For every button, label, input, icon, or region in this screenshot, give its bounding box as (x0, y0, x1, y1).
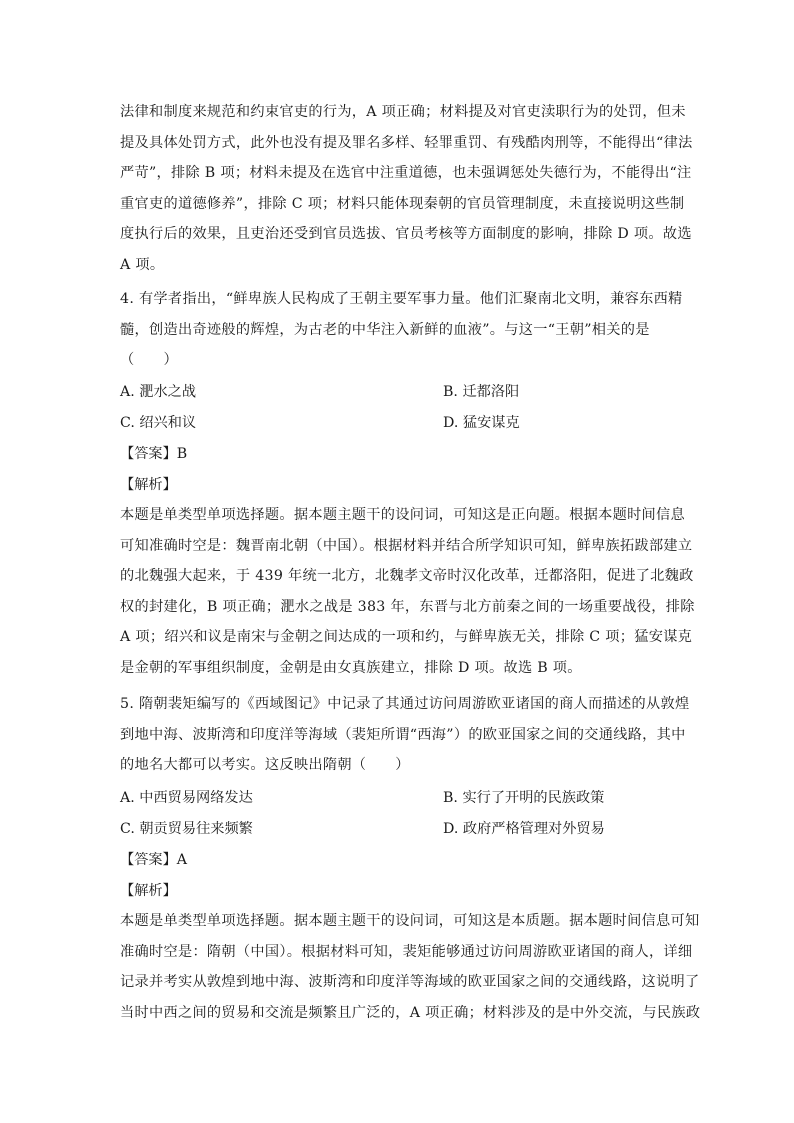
q4-option-c: C. 绍兴和议 (120, 415, 197, 431)
text-line: 记录并考实从敦煌到地中海、波斯湾和印度洋等海域的欧亚国家之间的交通线路，这说明了 (120, 974, 700, 990)
text-line: 权的封建化，B 项正确；淝水之战是 383 年，东晋与北方前秦之间的一场重要战役，排除 (120, 598, 695, 615)
text-line: 重官吏的道德修养”，排除 C 项；材料只能体现秦朝的官员管理制度，未直接说明这些制 (120, 195, 685, 212)
q5-option-c: C. 朝贡贸易往来频繁 (120, 821, 253, 837)
q5-option-b: B. 实行了开明的民族政策 (443, 790, 605, 806)
q5-option-a: A. 中西贸易网络发达 (120, 790, 253, 806)
q4-analysis-label: 【解析】 (120, 476, 177, 493)
text-line: （ ） (120, 352, 178, 368)
q5-analysis-label: 【解析】 (120, 882, 177, 899)
text-line: 是金朝的军事组织制度，金朝是由女真族建立，排除 D 项。故选 B 项。 (120, 659, 582, 676)
prev-explanation (120, 97, 693, 280)
text-line: 的北魏强大起来，于 439 年统一北方，北魏孝文帝时汉化改革，迁都洛阳，促进了北魏政 (120, 568, 694, 584)
question-4-stem (120, 284, 683, 376)
text-line: 到地中海、波斯湾和印度洋等海域（裴矩所谓“西海”）的欧亚国家之间的交通线路，其中 (120, 726, 686, 743)
text-line: 5. 隋朝裴矩编写的《西域图记》中记录了其通过访问周游欧亚诸国的商人而描述的从敦煌 (120, 696, 690, 712)
text-line: 当时中西之间的贸易和交流是频繁且广泛的，A 项正确；材料涉及的是中外交流，与民族政 (120, 1004, 701, 1021)
text-line: 严苛”，排除 B 项；材料未提及在选官中注重道德，也未强调惩处失德行为，不能得出“注 (120, 165, 692, 181)
text-line: A 项。 (120, 256, 165, 273)
text-line: 度执行后的效果，且吏治还受到官员选拔、官员考核等方面制度的影响，排除 D 项。故选 (120, 226, 692, 242)
q5-answer: 【答案】A (120, 852, 187, 868)
q5-answer-section (120, 845, 701, 1028)
text-line: 本题是单类型单项选择题。据本题主题干的设问词，可知这是本质题。据本题时间信息可知 (120, 913, 700, 929)
question-5-stem (120, 689, 690, 781)
text-line: A 项；绍兴和议是南宋与金朝之间达成的一项和约，与鲜卑族无关，排除 C 项；猛安谋克 (120, 629, 693, 645)
text-line: 本题是单类型单项选择题。据本题主题干的设问词，可知这是正向题。根据本题时间信息 (120, 507, 686, 523)
q5-option-d: D. 政府严格管理对外贸易 (443, 821, 605, 837)
q4-answer: 【答案】B (120, 446, 188, 462)
text-line: 准确时空是：隋朝（中国）。根据材料可知，裴矩能够通过访问周游欧亚诸国的商人，详细 (120, 943, 693, 960)
text-line: 法律和制度来规范和约束官吏的行为，A 项正确；材料提及对官吏渎职行为的处罚，但未 (120, 104, 686, 120)
text-line: 4. 有学者指出，“鲜卑族人民构成了王朝主要军事力量。他们汇聚南北文明，兼容东西精 (120, 291, 683, 307)
q4-option-a: A. 淝水之战 (120, 384, 197, 400)
text-line: 的地名大都可以考实。这反映出隋朝（ ） (120, 757, 410, 773)
text-line: 髓，创造出奇迹般的辉煌，为古老的中华注入新鲜的血液”。与这一“王朝”相关的是 (120, 321, 650, 338)
q4-option-d: D. 猛安谋克 (443, 415, 520, 431)
q4-answer-section (120, 439, 695, 683)
q4-option-b: B. 迁都洛阳 (443, 384, 520, 400)
text-line: 提及具体处罚方式，此外也没有提及罪名多样、轻罪重罚、有残酷肉刑等，不能得出“律法 (120, 134, 693, 151)
text-line: 可知准确时空是：魏晋南北朝（中国）。根据材料并结合所学知识可知，鲜卑族拓跋部建立 (120, 537, 693, 554)
